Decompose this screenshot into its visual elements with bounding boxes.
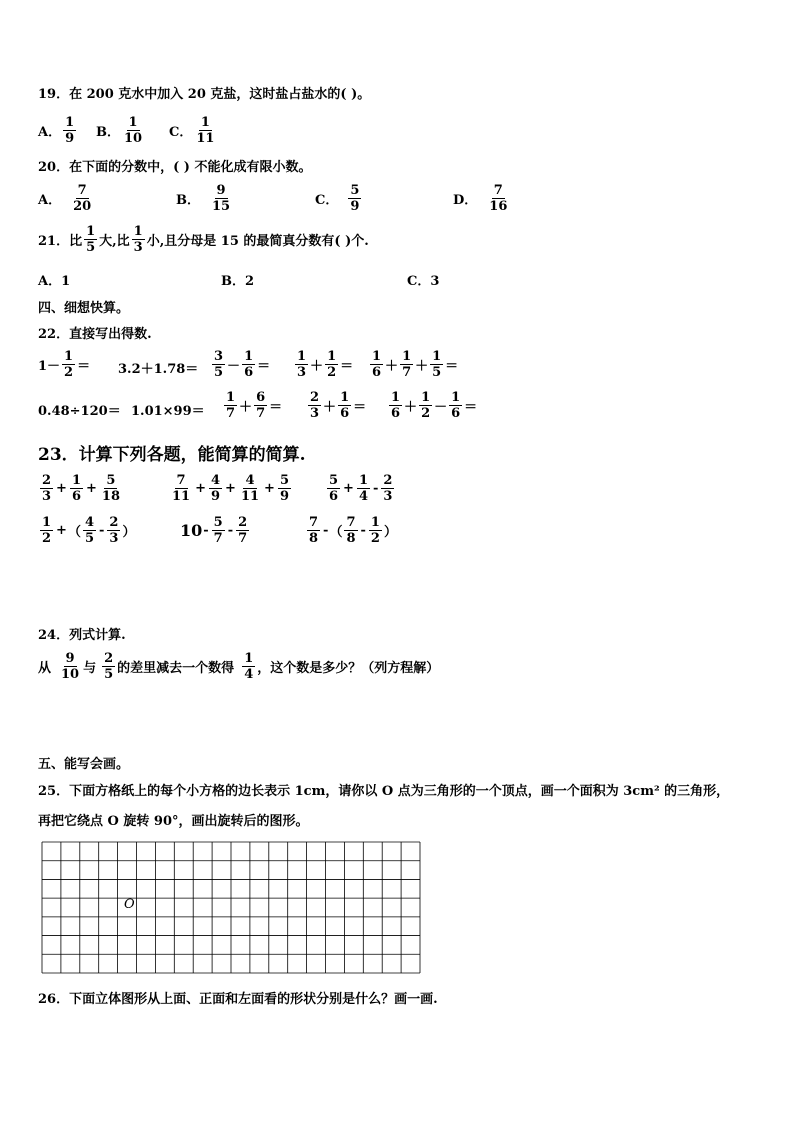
q22-r1-e1: 1－ $\frac{1}{2}$ ＝	[38, 349, 91, 380]
q20-option-b: B． $\frac{9}{15}$	[176, 183, 231, 214]
q23-r2c1: $\frac{1}{2}$ + （ $\frac{4}{5}$ - $\frac{2}{3}$ ）	[42, 515, 136, 546]
q26-text: 26．下面立体图形从上面、正面和左面看的形状分别是什么？画一画.	[38, 992, 438, 1007]
q23-r2c3: $\frac{7}{8}$ - （ $\frac{7}{8}$ - $\frac{1}{2}$ ）	[309, 515, 397, 546]
q22-r1-e3: $\frac{3}{5}$ － $\frac{1}{6}$ ＝	[214, 349, 271, 380]
point-o-label: O	[124, 897, 135, 912]
q19-text: 19．在 200 克水中加入 20 克盐，这时盐占盐水的( )。	[38, 87, 371, 102]
q23-r1c2: $\frac{7}{11}$ + $\frac{4}{9}$ + $\frac{4}{11}$ + $\frac{5}{9}$	[172, 473, 289, 504]
q21-option-a: A．1	[38, 274, 71, 289]
q22-r1-e4: $\frac{1}{3}$ ＋ $\frac{1}{2}$ ＝	[297, 349, 354, 380]
q22-r2-e4: $\frac{2}{3}$ ＋ $\frac{1}{6}$ ＝	[310, 390, 367, 421]
q22-title: 22．直接写出得数.	[38, 327, 152, 342]
q23-r2c2: 10 - $\frac{5}{7}$ - $\frac{2}{7}$	[180, 515, 248, 546]
q22-r1-e2: 3.2＋1.78＝	[118, 362, 199, 377]
q22-r2-e2: 1.01×99＝	[131, 404, 205, 419]
q23-r1c1: $\frac{2}{3}$ + $\frac{1}{6}$ + $\frac{5}{18}$	[42, 473, 120, 504]
q19-option-c: C． $\frac{1}{11}$	[169, 115, 215, 146]
q21-option-b: B．2	[221, 274, 255, 289]
q22-r2-e5: $\frac{1}{6}$ ＋ $\frac{1}{2}$ － $\frac{1}{6}$ ＝	[391, 390, 478, 421]
q20-option-d: D． $\frac{7}{16}$	[453, 183, 508, 214]
q21-option-c: C．3	[407, 274, 440, 289]
q22-r2-e3: $\frac{1}{7}$ ＋ $\frac{6}{7}$ ＝	[226, 390, 283, 421]
q25-line2: 再把它绕点 O 旋转 90°，画出旋转后的图形。	[38, 814, 309, 829]
grid-paper	[41, 841, 421, 974]
q24-title: 24．列式计算.	[38, 628, 126, 643]
q20-option-c: C． $\frac{5}{9}$	[315, 183, 360, 214]
q22-r2-e1: 0.48÷120＝	[38, 404, 121, 419]
q25-line1: 25．下面方格纸上的每个小方格的边长表示 1cm，请你以 O 点为三角形的一个顶点，画一个面积为 3cm² 的三角形，	[38, 784, 730, 799]
q21-text: 21．比 $\frac{1}{5}$ 大,比 $\frac{1}{3}$ 小,且分母是 15 的最简真分数有( )个.	[38, 224, 369, 255]
q20-option-a: A． $\frac{7}{20}$	[38, 183, 92, 214]
section-5-heading: 五、能写会画。	[38, 757, 130, 772]
q22-r1-e5: $\frac{1}{6}$ ＋ $\frac{1}{7}$ ＋ $\frac{1}{5}$ ＝	[372, 349, 459, 380]
q19-option-b: B． $\frac{1}{10}$	[96, 115, 143, 146]
q24-text: 从 $\frac{9}{10}$ 与 $\frac{2}{5}$ 的差里减去一个数得 $\frac{1}{4}$ ，这个数是多少？（列方程解）	[38, 651, 440, 682]
q23-r1c3: $\frac{5}{6}$ + $\frac{1}{4}$ - $\frac{2}{3}$	[329, 473, 393, 504]
q20-text: 20．在下面的分数中，( ) 不能化成有限小数。	[38, 160, 312, 175]
q19-option-a: A． $\frac{1}{9}$	[38, 115, 75, 146]
section-4-heading: 四、细想快算。	[38, 301, 130, 316]
q23-title: 23．计算下列各题，能简算的简算.	[38, 445, 306, 465]
